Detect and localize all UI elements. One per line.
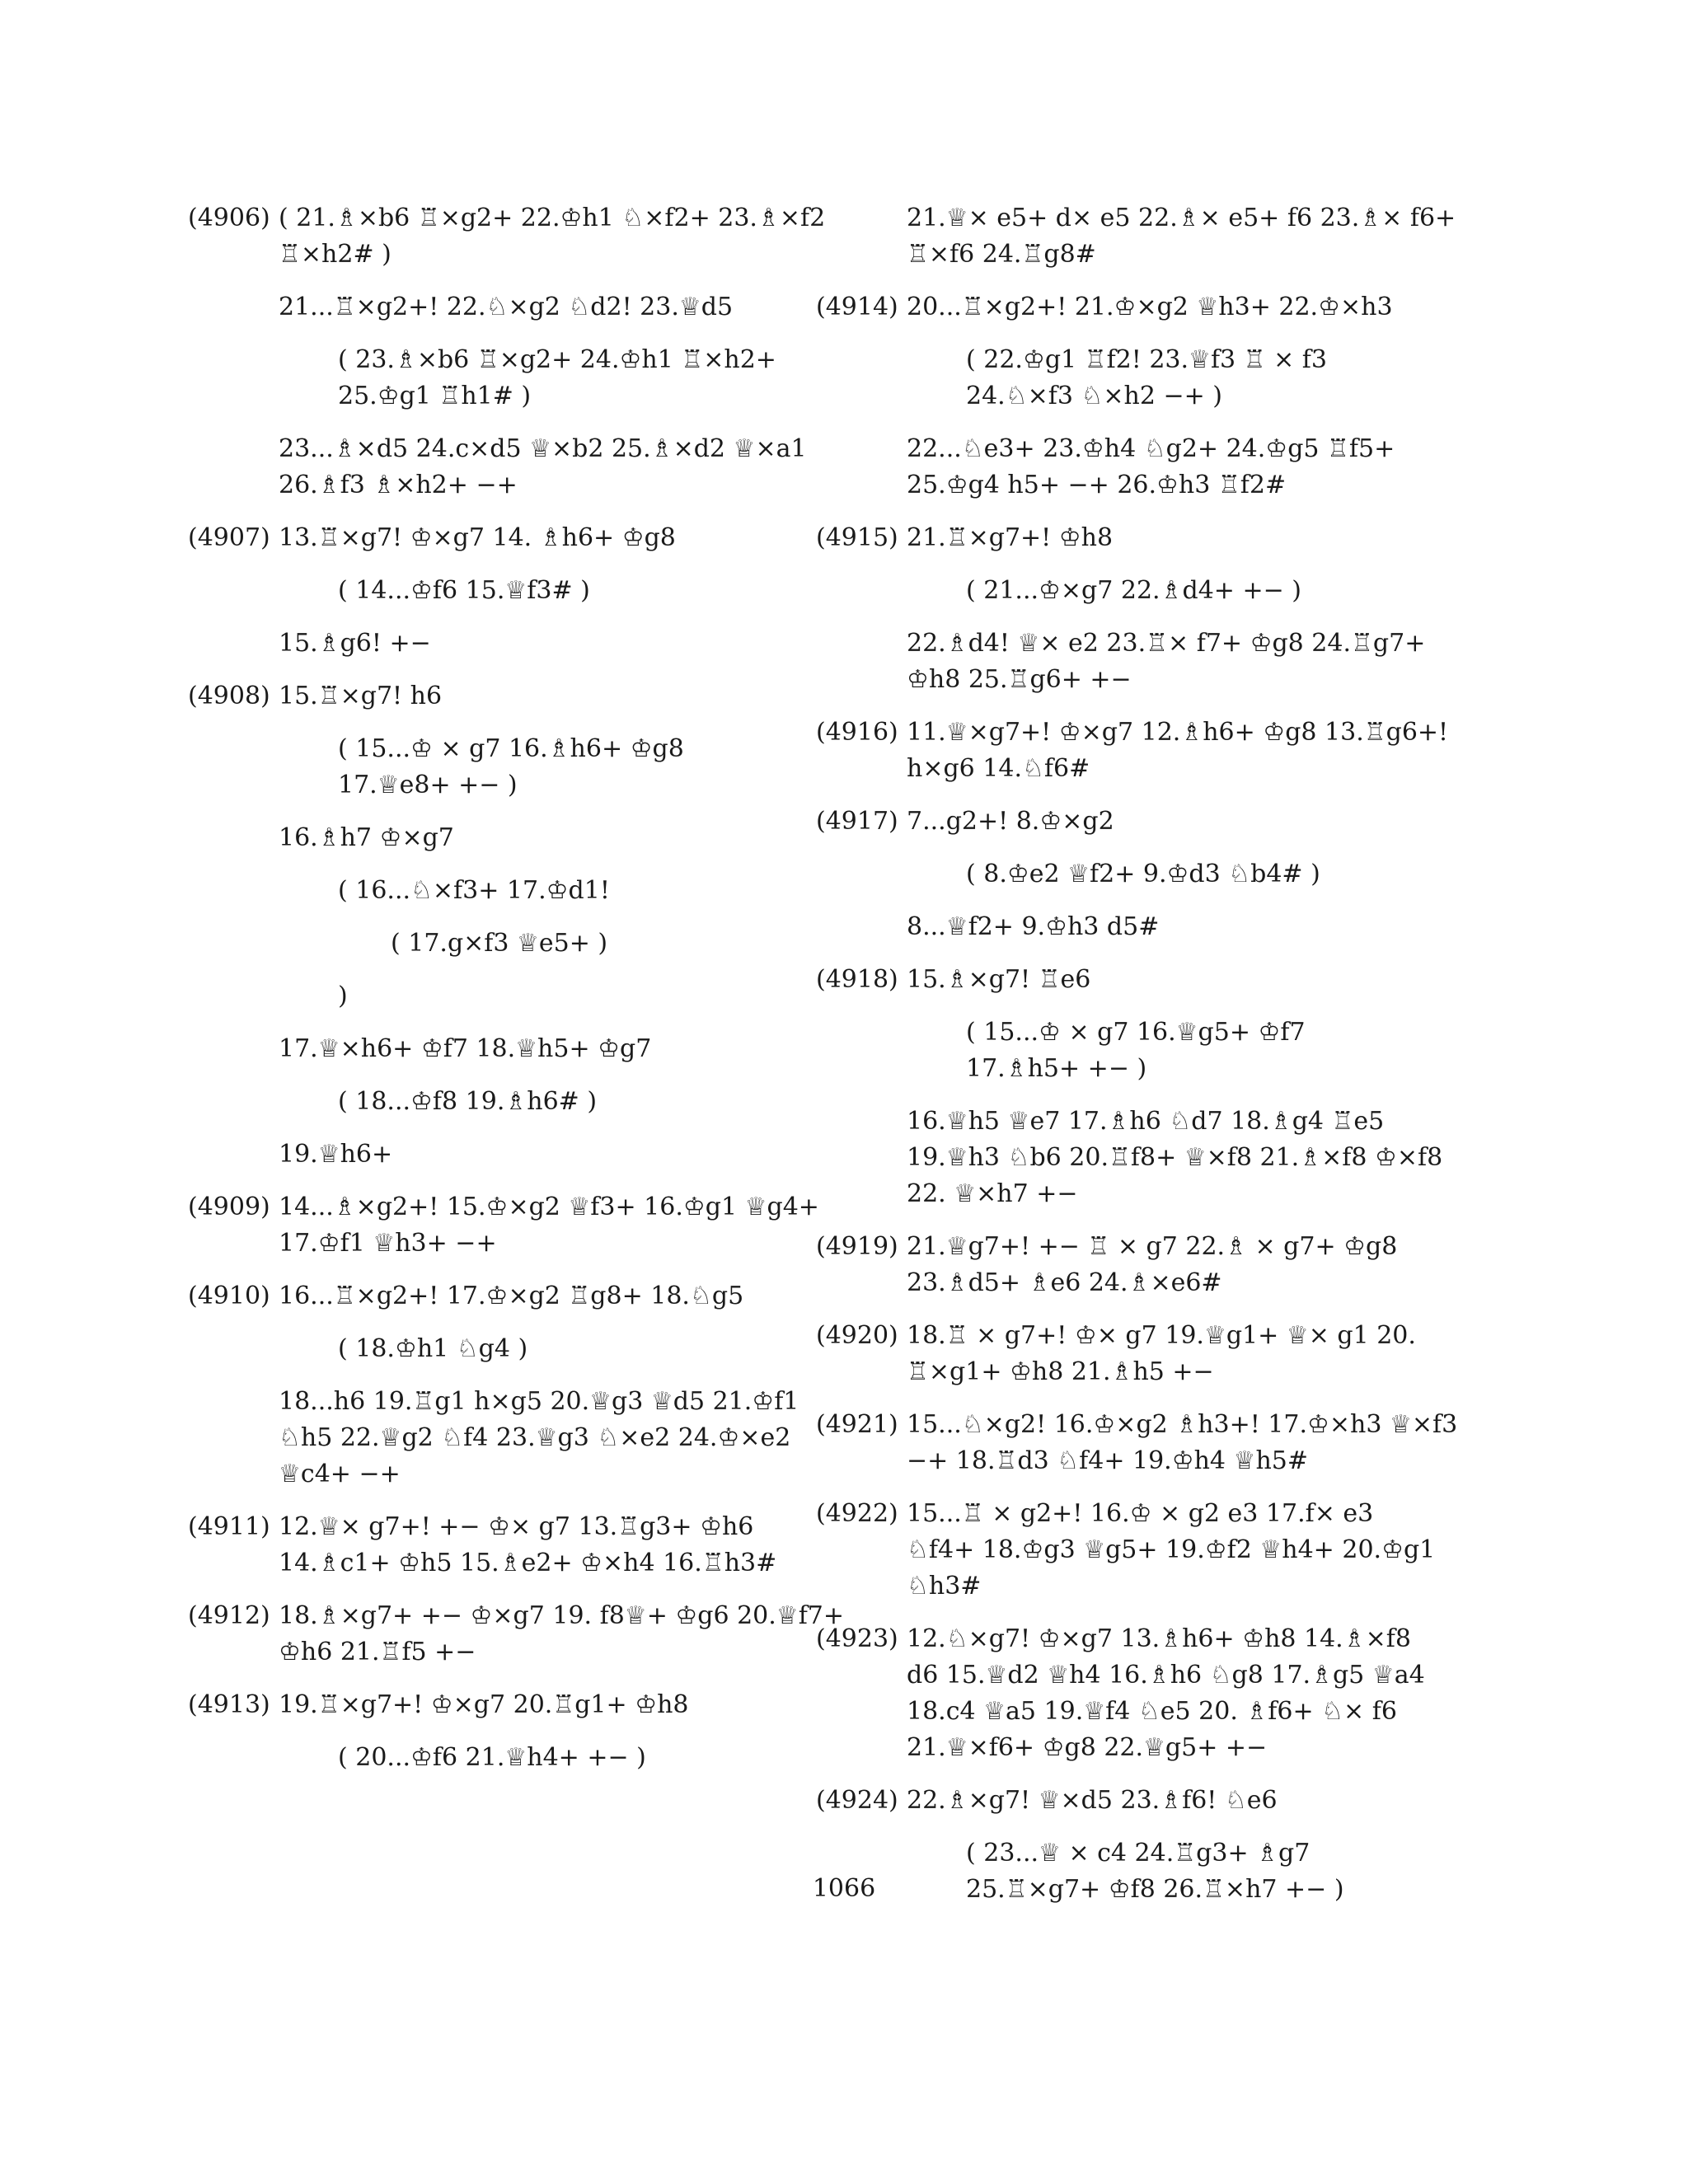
entry-body [279, 520, 814, 678]
variation-line: 17.♕e8+ +− ) [338, 771, 518, 799]
main-line: ♘h5 22.♕g2 ♘f4 23.♕g3 ♘×e2 24.♔×e2 [279, 1423, 791, 1452]
entry-body [907, 804, 1451, 962]
entry-number: (4923) [816, 1624, 898, 1653]
entry-body [279, 1598, 845, 1687]
main-line: 15...♖ × g2+! 16.♔ × g2 e3 17.f× e3 [907, 1499, 1374, 1528]
variation-line: ( 23.♗×b6 ♖×g2+ 24.♔h1 ♖×h2+ [338, 345, 776, 374]
main-line: 19.♖×g7+! ♔×g7 20.♖g1+ ♔h8 [279, 1690, 689, 1719]
entry-4920 [816, 1318, 1451, 1407]
main-line: 18.♖ × g7+! ♔× g7 19.♕g1+ ♕× g1 20. [907, 1321, 1416, 1350]
main-line: 11.♕×g7+! ♔×g7 12.♗h6+ ♔g8 13.♖g6+! [907, 718, 1449, 747]
entry-number: (4913) [188, 1690, 270, 1719]
entry-number: (4907) [188, 523, 270, 552]
entry-4910 [188, 1278, 814, 1509]
entry-number: (4909) [188, 1193, 270, 1221]
main-line: 22...♘e3+ 23.♔h4 ♘g2+ 24.♔g5 ♖f5+ [907, 434, 1395, 463]
variation-line: ( 21.♗×b6 ♖×g2+ 22.♔h1 ♘×f2+ 23.♗×f2 [279, 204, 826, 232]
entry-body [279, 1278, 814, 1509]
entry-number: (4922) [816, 1499, 898, 1528]
entry-number: (4920) [816, 1321, 898, 1350]
entry-4911 [188, 1509, 814, 1598]
main-line: 16.♗h7 ♔×g7 [279, 823, 454, 852]
entry-body [907, 962, 1451, 1229]
main-line: 15.♖×g7! h6 [279, 682, 443, 710]
entry-number: (4917) [816, 807, 898, 836]
main-line: 14...♗×g2+! 15.♔×g2 ♕f3+ 16.♔g1 ♕g4+ [279, 1193, 819, 1221]
main-line: 15.♗×g7! ♖e6 [907, 965, 1091, 994]
main-line: 18.♗×g7+ +− ♔×g7 19. f8♕+ ♔g6 20.♕f7+ [279, 1601, 845, 1630]
entry-4921 [816, 1407, 1458, 1496]
variation-line: ( 21...♔×g7 22.♗d4+ +− ) [966, 576, 1301, 605]
variation-line: 24.♘×f3 ♘×h2 −+ ) [966, 382, 1222, 410]
main-line: 15...♘×g2! 16.♔×g2 ♗h3+! 17.♔×h3 ♕×f3 [907, 1410, 1458, 1439]
entry-number: (4916) [816, 718, 898, 747]
main-line: ♘h3# [907, 1572, 982, 1601]
entry-number: (4918) [816, 965, 898, 994]
entry-number: (4908) [188, 682, 270, 710]
main-line: 18.c4 ♕a5 19.♕f4 ♘e5 20. ♗f6+ ♘× f6 [907, 1697, 1397, 1726]
main-line: −+ 18.♖d3 ♘f4+ 19.♔h4 ♕h5# [907, 1446, 1308, 1475]
entry-4906 [188, 200, 826, 520]
variation-line: ( 15...♔ × g7 16.♗h6+ ♔g8 [338, 734, 684, 763]
entry-body [907, 289, 1451, 520]
entry-4907 [188, 520, 814, 678]
variation-line: ( 14...♔f6 15.♕f3# ) [338, 576, 590, 605]
main-line: 22.♗d4! ♕× e2 23.♖× f7+ ♔g8 24.♖g7+ [907, 629, 1426, 658]
main-line: ♖×f6 24.♖g8# [907, 240, 1096, 269]
main-line: 23...♗×d5 24.c×d5 ♕×b2 25.♗×d2 ♕×a1 [279, 434, 807, 463]
variation-line: ( 18...♔f8 19.♗h6# ) [338, 1087, 598, 1116]
main-line: 8...♕f2+ 9.♔h3 d5# [907, 912, 1160, 941]
entry-4909 [188, 1189, 819, 1278]
variation-line: ( 20...♔f6 21.♕h4+ +− ) [338, 1743, 646, 1772]
main-line: ♕c4+ −+ [279, 1460, 401, 1488]
main-line: 23.♗d5+ ♗e6 24.♗×e6# [907, 1268, 1222, 1297]
entry-4915 [816, 520, 1451, 715]
entry-number: (4915) [816, 523, 898, 552]
main-line: 26.♗f3 ♗×h2+ −+ [279, 471, 518, 499]
variation-close: ) [338, 982, 348, 1010]
entry-number: (4910) [188, 1282, 270, 1310]
subvariation-line: ( 17.g×f3 ♕e5+ ) [391, 929, 608, 958]
page-number: 1066 [812, 1874, 876, 1903]
main-line: 22.♗×g7! ♕×d5 23.♗f6! ♘e6 [907, 1786, 1278, 1815]
entry-body [907, 520, 1451, 715]
entry-number: (4911) [188, 1512, 270, 1541]
entry-4913-continued [816, 200, 1456, 289]
main-line: d6 15.♕d2 ♕h4 16.♗h6 ♘g8 17.♗g5 ♕a4 [907, 1661, 1425, 1690]
entry-4917 [816, 804, 1451, 962]
main-line: 22. ♕×h7 +− [907, 1179, 1078, 1208]
variation-line: ( 16...♘×f3+ 17.♔d1! [338, 876, 610, 905]
right-column [816, 200, 1458, 1924]
variation-line: ( 8.♔e2 ♕f2+ 9.♔d3 ♘b4# ) [966, 860, 1320, 888]
main-line: 16.♕h5 ♕e7 17.♗h6 ♘d7 18.♗g4 ♖e5 [907, 1107, 1385, 1136]
main-line: ♔h8 25.♖g6+ +− [907, 665, 1132, 694]
entry-4914 [816, 289, 1451, 520]
entry-4912 [188, 1598, 845, 1687]
entry-number: (4914) [816, 293, 898, 321]
entry-4922 [816, 1496, 1451, 1621]
entry-4916 [816, 715, 1451, 804]
entry-body [907, 715, 1451, 804]
entry-number: (4924) [816, 1786, 898, 1815]
entry-body [907, 1621, 1451, 1783]
variation-line: 17.♗h5+ +− ) [966, 1054, 1147, 1083]
entry-body [907, 1407, 1458, 1496]
variation-line: ( 22.♔g1 ♖f2! 23.♕f3 ♖ × f3 [966, 345, 1327, 374]
main-line: 21.♕×f6+ ♔g8 22.♕g5+ +− [907, 1733, 1268, 1762]
entry-4919 [816, 1229, 1451, 1318]
variation-line: ( 15...♔ × g7 16.♕g5+ ♔f7 [966, 1018, 1306, 1047]
main-line: 21...♖×g2+! 22.♘×g2 ♘d2! 23.♕d5 [279, 293, 734, 321]
main-line: ♘f4+ 18.♔g3 ♕g5+ 19.♔f2 ♕h4+ 20.♔g1 [907, 1535, 1436, 1564]
entry-4923 [816, 1621, 1451, 1783]
entry-body [907, 1229, 1451, 1318]
main-line: 21.♕× e5+ d× e5 22.♗× e5+ f6 23.♗× f6+ [907, 204, 1456, 232]
main-line: 15.♗g6! +− [279, 629, 431, 658]
main-line: 16...♖×g2+! 17.♔×g2 ♖g8+ 18.♘g5 [279, 1282, 744, 1310]
main-line: h×g6 14.♘f6# [907, 754, 1090, 783]
entry-body [279, 678, 814, 1189]
entry-number: (4906) [188, 204, 270, 232]
main-line: 17.♕×h6+ ♔f7 18.♕h5+ ♔g7 [279, 1034, 652, 1063]
main-line: 21.♖×g7+! ♔h8 [907, 523, 1114, 552]
main-line: ♖×g1+ ♔h8 21.♗h5 +− [907, 1357, 1214, 1386]
main-line: 14.♗c1+ ♔h5 15.♗e2+ ♔×h4 16.♖h3# [279, 1549, 777, 1577]
entry-body [907, 1318, 1451, 1407]
main-line: 12.♕× g7+! +− ♔× g7 13.♖g3+ ♔h6 [279, 1512, 754, 1541]
entry-number: (4921) [816, 1410, 898, 1439]
entry-body [907, 200, 1456, 289]
main-line: 17.♔f1 ♕h3+ −+ [279, 1229, 497, 1258]
variation-line: 25.♔g1 ♖h1# ) [338, 382, 532, 410]
entry-4913 [188, 1687, 814, 1793]
variation-line: 25.♖×g7+ ♔f8 26.♖×h7 +− ) [966, 1875, 1344, 1904]
main-line: 21.♕g7+! +− ♖ × g7 22.♗ × g7+ ♔g8 [907, 1232, 1398, 1261]
entry-number: (4912) [188, 1601, 270, 1630]
variation-line: ♖×h2# ) [279, 240, 392, 269]
variation-line: ( 23...♕ × c4 24.♖g3+ ♗g7 [966, 1839, 1311, 1868]
entry-4918 [816, 962, 1451, 1229]
main-line: 13.♖×g7! ♔×g7 14. ♗h6+ ♔g8 [279, 523, 676, 552]
main-line: ♔h6 21.♖f5 +− [279, 1638, 476, 1666]
entry-body [279, 1687, 814, 1793]
main-line: 20...♖×g2+! 21.♔×g2 ♕h3+ 22.♔×h3 [907, 293, 1393, 321]
entry-body [907, 1496, 1451, 1621]
entry-body [279, 1509, 814, 1598]
main-line: 7...g2+! 8.♔×g2 [907, 807, 1114, 836]
main-line: 19.♕h6+ [279, 1140, 393, 1169]
variation-line: ( 18.♔h1 ♘g4 ) [338, 1334, 528, 1363]
entry-body [279, 1189, 819, 1278]
entry-4908 [188, 678, 814, 1189]
main-line: 18...h6 19.♖g1 h×g5 20.♕g3 ♕d5 21.♔f1 [279, 1387, 799, 1416]
entry-number: (4919) [816, 1232, 898, 1261]
entry-body [279, 200, 826, 520]
left-column [188, 200, 845, 1793]
main-line: 19.♕h3 ♘b6 20.♖f8+ ♕×f8 21.♗×f8 ♔×f8 [907, 1143, 1443, 1172]
main-line: 25.♔g4 h5+ −+ 26.♔h3 ♖f2# [907, 471, 1287, 499]
main-line: 12.♘×g7! ♔×g7 13.♗h6+ ♔h8 14.♗×f8 [907, 1624, 1411, 1653]
